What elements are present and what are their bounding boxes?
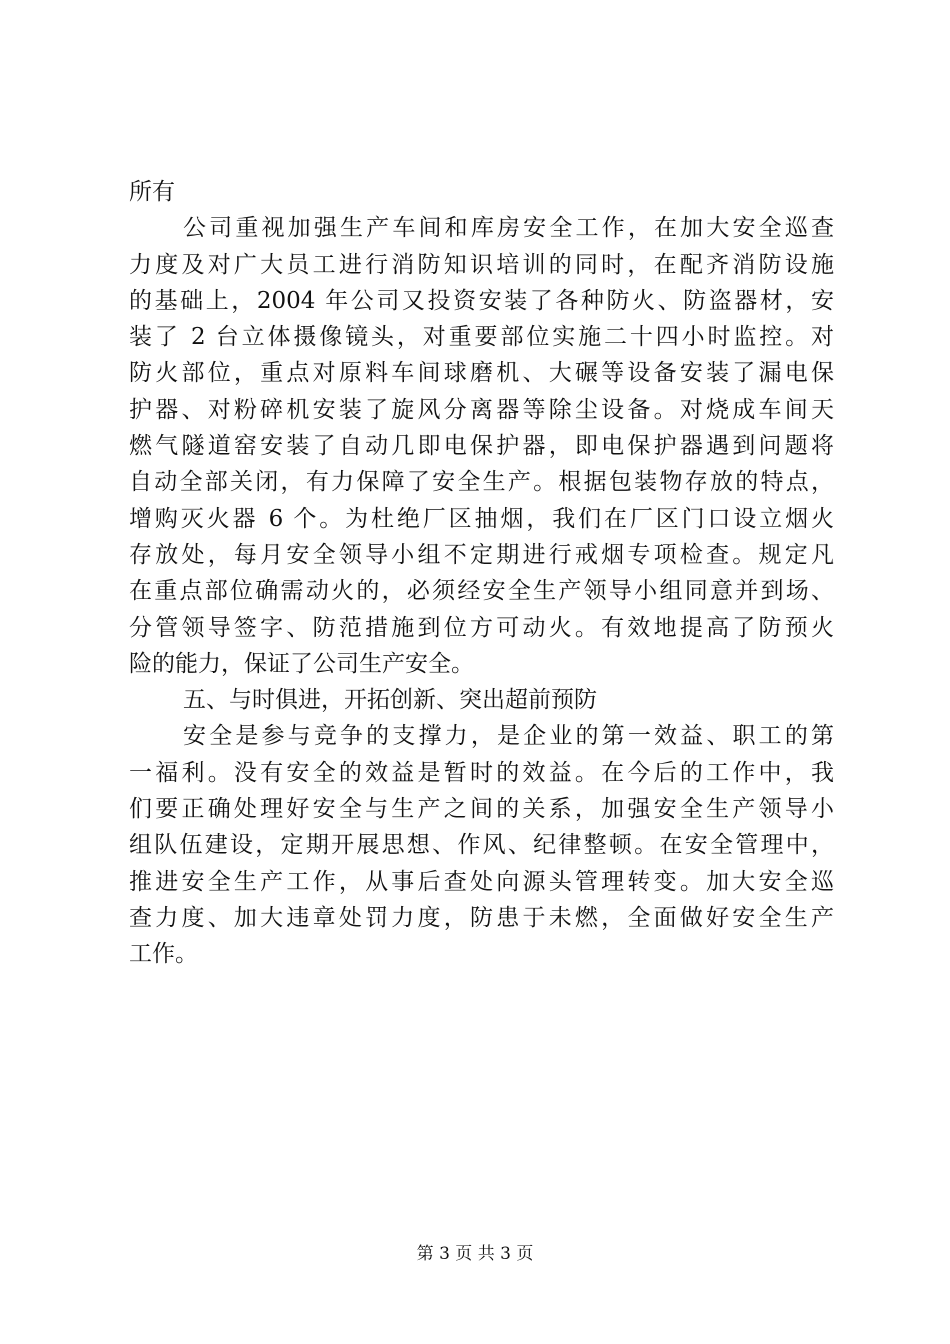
text-line-11: 存放处，每月安全领导小组不定期进行戒烟专项检查。规定凡 [129,541,834,568]
text-line-4: 的基础上，2004 年公司又投资安装了各种防火、防盗器材，安 [129,287,834,314]
text-line-2: 公司重视加强生产车间和库房安全工作，在加大安全巡查 [183,215,834,242]
text-line-14: 险的能力，保证了公司生产安全。 [129,650,474,677]
text-line-7: 护器、对粉碎机安装了旋风分离器等除尘设备。对烧成车间天 [129,396,834,423]
text-line-5: 装了 2 台立体摄像镜头，对重要部位实施二十四小时监控。对 [129,324,834,351]
text-line-19: 组队伍建设，定期开展思想、作风、纪律整顿。在安全管理中， [129,832,834,859]
page-number: 第 3 页 共 3 页 [416,1244,534,1264]
page-footer [0,1242,950,1266]
text-line-18: 们要正确处理好安全与生产之间的关系，加强安全生产领导小 [129,796,834,823]
section-heading: 五、与时俱进，开拓创新、突出超前预防 [183,687,597,714]
text-line-16: 安全是参与竞争的支撑力，是企业的第一效益、职工的第 [183,723,834,750]
text-line-9: 自动全部关闭，有力保障了安全生产。根据包装物存放的特点， [129,469,834,496]
text-line-12: 在重点部位确需动火的，必须经安全生产领导小组同意并到场、 [129,578,834,605]
text-line-22: 工作。 [129,941,198,968]
text-line-1: 所有 [129,179,175,205]
text-line-6: 防火部位，重点对原料车间球磨机、大碾等设备安装了漏电保 [129,360,834,387]
text-line-8: 燃气隧道窑安装了自动几即电保护器，即电保护器遇到问题将 [129,433,834,460]
text-line-21: 查力度、加大违章处罚力度，防患于未燃，全面做好安全生产 [129,904,834,931]
text-line-17: 一福利。没有安全的效益是暂时的效益。在今后的工作中，我 [129,759,834,786]
text-line-20: 推进安全生产工作，从事后查处向源头管理转变。加大安全巡 [129,868,834,895]
text-line-3: 力度及对广大员工进行消防知识培训的同时，在配齐消防设施 [129,251,834,278]
text-line-10: 增购灭火器 6 个。为杜绝厂区抽烟，我们在厂区门口设立烟火 [129,505,834,532]
document-body [129,174,834,973]
text-line-13: 分管领导签字、防范措施到位方可动火。有效地提高了防预火 [129,614,834,641]
